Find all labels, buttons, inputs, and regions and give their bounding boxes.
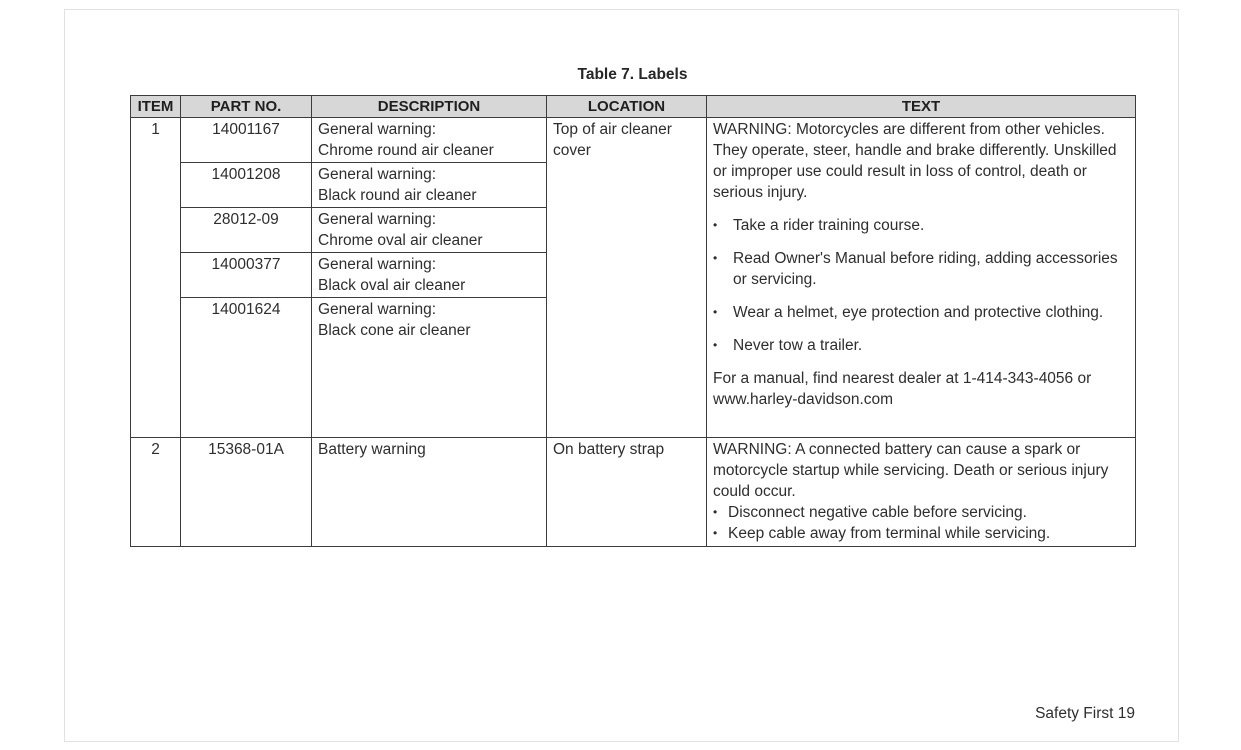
part-number-cell: 14001624: [180, 297, 311, 437]
bullet-item: [713, 335, 1129, 356]
part-number-cell: 28012-09: [180, 207, 311, 252]
bullet-text: Disconnect negative cable before servicing.: [728, 504, 1027, 521]
table-caption: Table 7. Labels: [577, 66, 688, 83]
description-line: General warning:: [318, 256, 437, 273]
description-line: General warning:: [318, 166, 437, 183]
bullet-icon: •: [713, 338, 718, 352]
location-cell: Top of air cleaner cover: [546, 117, 706, 437]
bullet-item: [713, 215, 1129, 236]
location-cell: On battery strap: [546, 437, 706, 546]
description-cell: [311, 207, 546, 252]
item-number-cell: 2: [130, 437, 180, 546]
column-header-part-no: PART NO.: [180, 95, 311, 117]
description-cell: [311, 297, 546, 437]
part-number-cell: 14001167: [180, 117, 311, 162]
bullet-text: Take a rider training course.: [733, 217, 925, 234]
column-header-description: DESCRIPTION: [311, 95, 546, 117]
dealer-contact-line: For a manual, find nearest dealer at 1-414-343-4056 or www.harley-davidson.com: [713, 370, 1092, 408]
page-number: Safety First 19: [1035, 705, 1135, 722]
bullet-icon: •: [713, 526, 718, 540]
text-cell: [706, 437, 1135, 546]
bullet-icon: •: [713, 218, 718, 232]
description-line: General warning:: [318, 211, 437, 228]
bullet-text: Keep cable away from terminal while servicing.: [728, 525, 1051, 542]
labels-table: [130, 95, 1136, 547]
description-line: Black round air cleaner: [318, 187, 477, 204]
bullet-item: [713, 302, 1129, 323]
description-cell: [311, 117, 546, 162]
warning-paragraph: WARNING: Motorcycles are different from other vehicles. They operate, steer, handle and brake differently. Unskilled or improper use could result in loss of control, death or serious injury.: [713, 121, 1117, 201]
column-header-location: LOCATION: [546, 95, 706, 117]
description-cell: Battery warning: [311, 437, 546, 546]
part-number-cell: 14001208: [180, 162, 311, 207]
bullet-item: [713, 502, 1129, 523]
bullet-icon: •: [713, 251, 718, 265]
bullet-text: Read Owner's Manual before riding, adding accessories or servicing.: [733, 250, 1118, 288]
description-line: Chrome round air cleaner: [318, 142, 494, 159]
description-line: Black oval air cleaner: [318, 277, 466, 294]
item-number-cell: 1: [130, 117, 180, 437]
description-line: General warning:: [318, 121, 437, 138]
bullet-text: Never tow a trailer.: [733, 337, 863, 354]
bullet-text: Wear a helmet, eye protection and protective clothing.: [733, 304, 1104, 321]
column-header-text: TEXT: [706, 95, 1135, 117]
part-number-cell: 14000377: [180, 252, 311, 297]
text-cell: [706, 117, 1135, 437]
bullet-icon: •: [713, 505, 718, 519]
bullet-item: [713, 523, 1129, 544]
description-cell: [311, 252, 546, 297]
description-cell: [311, 162, 546, 207]
bullet-item: [713, 248, 1129, 290]
warning-paragraph: WARNING: A connected battery can cause a spark or motorcycle startup while servicing. Death or serious injury could occur.: [713, 441, 1109, 500]
description-line: Black cone air cleaner: [318, 322, 471, 339]
column-header-item: ITEM: [130, 95, 180, 117]
bullet-icon: •: [713, 305, 718, 319]
part-number-cell: 15368-01A: [180, 437, 311, 546]
description-line: General warning:: [318, 301, 437, 318]
description-line: Chrome oval air cleaner: [318, 232, 483, 249]
